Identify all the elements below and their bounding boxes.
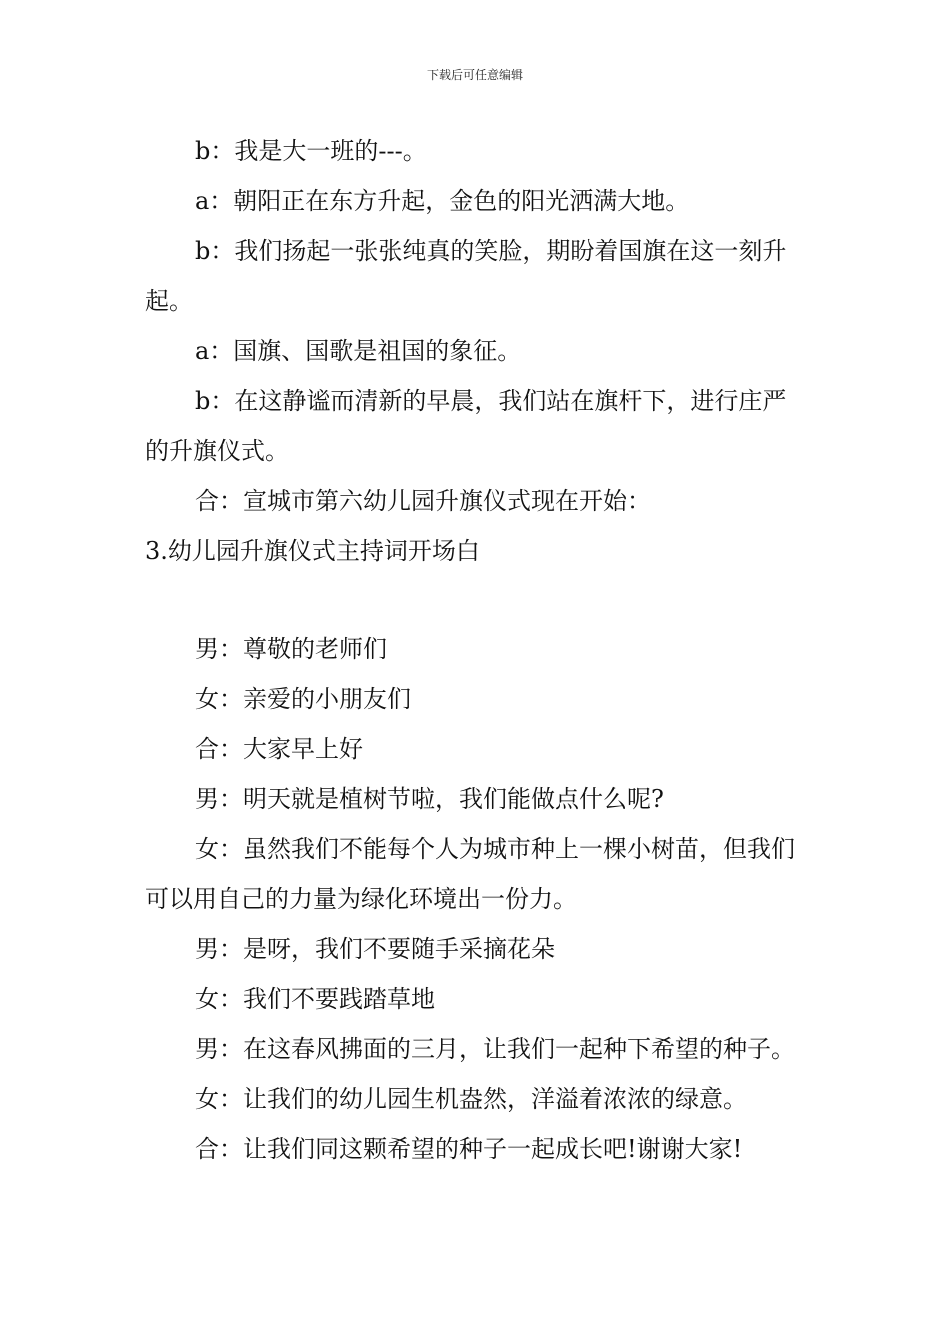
paragraph: b：在这静谧而清新的早晨，我们站在旗杆下，进行庄严的升旗仪式。 bbox=[145, 387, 787, 465]
page-header-note: 下载后可任意编辑 bbox=[426, 68, 523, 82]
paragraph: 女：让我们的幼儿园生机盎然，洋溢着浓浓的绿意。 bbox=[195, 1085, 747, 1113]
paragraph: 女：我们不要践踏草地 bbox=[195, 985, 435, 1013]
paragraph: a：国旗、国歌是祖国的象征。 bbox=[195, 337, 522, 365]
paragraph: b：我是大一班的---。 bbox=[195, 137, 427, 165]
paragraph: 合：让我们同这颗希望的种子一起成长吧!谢谢大家! bbox=[195, 1135, 743, 1163]
paragraph: 男：尊敬的老师们 bbox=[195, 635, 387, 663]
paragraph: b：我们扬起一张张纯真的笑脸，期盼着国旗在这一刻升起。 bbox=[145, 237, 787, 315]
document-body bbox=[145, 126, 810, 1174]
paragraph: 男：在这春风拂面的三月，让我们一起种下希望的种子。 bbox=[195, 1035, 795, 1063]
paragraph: 合：大家早上好 bbox=[195, 735, 363, 763]
blank-line bbox=[145, 576, 810, 624]
paragraph: 合：宣城市第六幼儿园升旗仪式现在开始： bbox=[195, 487, 651, 515]
paragraph: 男：明天就是植树节啦，我们能做点什么呢? bbox=[195, 785, 664, 813]
section-heading: 3.幼儿园升旗仪式主持词开场白 bbox=[145, 537, 480, 565]
paragraph: 女：亲爱的小朋友们 bbox=[195, 685, 411, 713]
paragraph: a：朝阳正在东方升起，金色的阳光洒满大地。 bbox=[195, 187, 690, 215]
paragraph: 女：虽然我们不能每个人为城市种上一棵小树苗，但我们可以用自己的力量为绿化环境出一份力。 bbox=[145, 835, 795, 913]
paragraph: 男：是呀，我们不要随手采摘花朵 bbox=[195, 935, 555, 963]
